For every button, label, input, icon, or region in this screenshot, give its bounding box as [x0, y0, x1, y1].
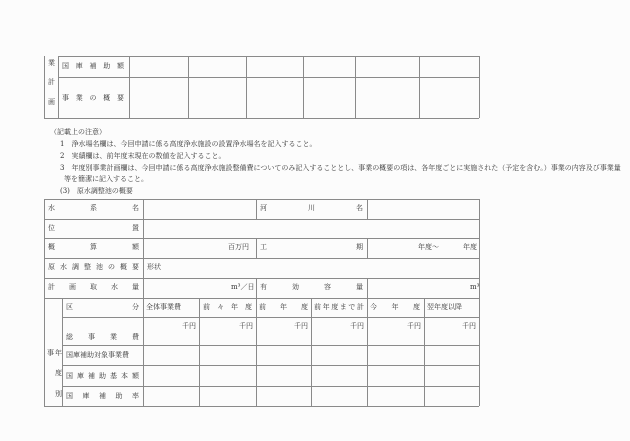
row-label-total-cost: 総 事 業 費 [66, 333, 139, 341]
cost-unit: 百万円 [228, 243, 249, 251]
table-border [419, 56, 420, 118]
notes-heading: （記載上の注意） [50, 128, 106, 136]
table-border [62, 386, 479, 387]
label-effective-capacity: 有 効 容 量 [260, 283, 363, 291]
period-from-unit: 年度～ [418, 243, 439, 251]
table-border [44, 118, 479, 119]
table-border [367, 278, 368, 298]
row-label-subsidy-rate: 国 庫 補 助 率 [66, 392, 139, 400]
table-border [367, 238, 368, 258]
unit-label: 千円 [182, 322, 196, 330]
col-header-through-last-year: 前 年 度 ま で 計 [314, 303, 364, 311]
table-border [62, 365, 479, 366]
water-system-value[interactable] [144, 200, 255, 218]
col-header-this-year: 今 年 度 [370, 303, 420, 311]
river-name-value[interactable] [368, 200, 478, 218]
table-border [58, 77, 479, 78]
unit-label: 千円 [239, 322, 253, 330]
table-border [44, 258, 479, 259]
table-border [188, 56, 189, 118]
section-title: (3) 原水調整池の概要 [60, 187, 133, 195]
table-border [62, 298, 63, 406]
row-label-subsidized-cost: 国庫補助対象事業費 [66, 351, 129, 359]
intake-unit: m³／日 [231, 283, 255, 291]
col-header: 翌年度以降 [427, 303, 462, 311]
table-border [246, 56, 247, 118]
row-label-project-summary: 事 業 の 概 要 [62, 94, 124, 102]
table-border [199, 298, 200, 406]
pond-shape-label: 形状 [147, 263, 161, 271]
col-header-year-before-last: 前 々 年 度 [203, 303, 252, 311]
label-planned-intake: 計 画 取 水 量 [48, 283, 139, 291]
label-water-system: 水 系 名 [48, 204, 139, 212]
side-label-char: 画 [48, 98, 55, 106]
table-border [256, 238, 257, 258]
label-estimated-cost: 概 算 額 [48, 243, 139, 251]
note-item: 3 年度別事業計画欄は、今回申請に係る高度浄水施設整備費についてのみ記入することとし、事業の概要の項は、各年度ごとに実施された（予定を含む。）事業の内容及び事業量 [60, 164, 621, 172]
table-border [44, 238, 479, 239]
unit-label: 千円 [462, 322, 476, 330]
note-item: 1 浄水場名欄は、今回申請に係る高度浄水施設の設置浄水場名を記入すること。 [60, 140, 317, 148]
table-border [58, 56, 59, 118]
table-border [44, 56, 45, 118]
side-label-char: 度 [55, 369, 62, 377]
unit-label: 千円 [407, 322, 421, 330]
note-item: 2 実績欄は、前年度末現在の数値を記入すること。 [60, 152, 226, 160]
col-header: 全体事業費 [146, 303, 181, 311]
table-border [44, 406, 479, 407]
label-pond-summary: 原 水 調 整 池 の 概 要 [48, 263, 139, 271]
table-border [44, 298, 479, 299]
side-label-char: 年 [55, 349, 62, 357]
table-border [129, 56, 130, 118]
side-label-char: 事 [47, 349, 54, 357]
table-border [44, 199, 45, 406]
col-header-last-year: 前 年 度 [259, 303, 308, 311]
table-border [62, 345, 479, 346]
label-construction-period: 工 期 [260, 243, 363, 251]
table-border [311, 298, 312, 406]
label-river-name: 河 川 名 [260, 204, 363, 212]
row-label-national-subsidy: 国 庫 補 助 額 [62, 62, 124, 70]
location-value[interactable] [144, 220, 478, 237]
capacity-unit: m³ [470, 283, 480, 291]
label-location: 位 置 [48, 224, 139, 232]
table-border [479, 199, 480, 406]
side-label-char: 別 [55, 390, 62, 398]
unit-label: 千円 [350, 322, 364, 330]
table-border [256, 199, 257, 219]
table-border [256, 278, 257, 298]
unit-label: 千円 [294, 322, 308, 330]
table-border [303, 56, 304, 118]
period-to-unit: 年度 [463, 243, 477, 251]
table-border [62, 317, 479, 318]
table-border [355, 56, 356, 118]
table-border [58, 56, 479, 57]
side-label-char: 業 [48, 59, 55, 67]
table-border [44, 278, 479, 279]
note-item: 等を簡潔に記入すること。 [64, 175, 148, 183]
table-border [424, 298, 425, 406]
side-label-char: 計 [48, 78, 55, 86]
table-border [367, 298, 368, 406]
table-border [479, 56, 480, 118]
table-border [256, 298, 257, 406]
row-label-subsidy-base: 国 庫 補 助 基 本 額 [66, 372, 139, 380]
label-category: 区 分 [66, 303, 139, 311]
